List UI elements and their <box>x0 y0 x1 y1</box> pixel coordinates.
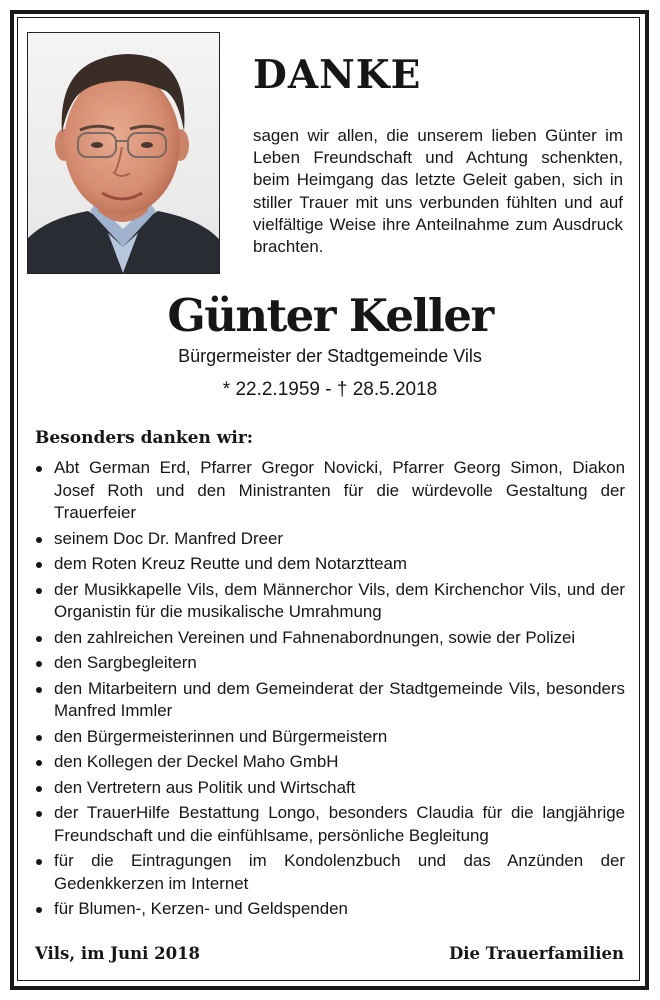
list-item: dem Roten Kreuz Reutte und dem Notarztteam <box>35 553 625 576</box>
list-item: der Musikkapelle Vils, dem Männerchor Vils, dem Kirchenchor Vils, und der Organistin für die musikalische Umrahmung <box>35 579 625 624</box>
list-item: den Bürgermeisterinnen und Bürgermeistern <box>35 726 625 749</box>
signature-families: Die Trauerfamilien <box>448 944 624 963</box>
portrait-photo <box>27 32 220 274</box>
deceased-name: Günter Keller <box>167 289 493 342</box>
place-and-date: Vils, im Juni 2018 <box>35 944 201 963</box>
list-item: den Sargbegleitern <box>35 652 625 675</box>
list-item: den Mitarbeitern und dem Gemeinderat der Stadtgemeinde Vils, besonders Manfred Immler <box>35 678 625 723</box>
deceased-title: Bürgermeister der Stadtgemeinde Vils <box>178 346 482 366</box>
list-item: den zahlreichen Vereinen und Fahnenabordnungen, sowie der Polizei <box>35 627 625 650</box>
list-item: der TrauerHilfe Bestattung Longo, besonders Claudia für die langjährige Freundschaft und die einfühlsame, persönliche Begleitung <box>35 802 625 847</box>
thanks-list <box>35 457 625 924</box>
list-item: Abt German Erd, Pfarrer Gregor Novicki, Pfarrer Georg Simon, Diakon Josef Roth und den Ministranten für die würdevolle Gestaltung der Trauerfeier <box>35 457 625 525</box>
list-item: für die Eintragungen im Kondolenzbuch und das Anzünden der Gedenkkerzen im Internet <box>35 850 625 895</box>
list-item: für Blumen-, Kerzen- und Geldspenden <box>35 898 625 921</box>
list-item: den Vertretern aus Politik und Wirtschaft <box>35 777 625 800</box>
life-dates: * 22.2.1959 - † 28.5.2018 <box>222 379 438 400</box>
list-item: seinem Doc Dr. Manfred Dreer <box>35 528 625 551</box>
thanks-intro-text: sagen wir allen, die unserem lieben Günter im Leben Freundschaft und Achtung schenkten, beim Heimgang das letzte Geleit gaben, sich in stiller Trauer mit uns verbunden fühlten und auf vielfältige Weise ihre Anteilnahme zum Ausdruck brachten. <box>253 126 623 257</box>
list-item: den Kollegen der Deckel Maho GmbH <box>35 751 625 774</box>
thanks-heading: DANKE <box>253 52 422 98</box>
special-thanks-heading: Besonders danken wir: <box>35 428 254 448</box>
